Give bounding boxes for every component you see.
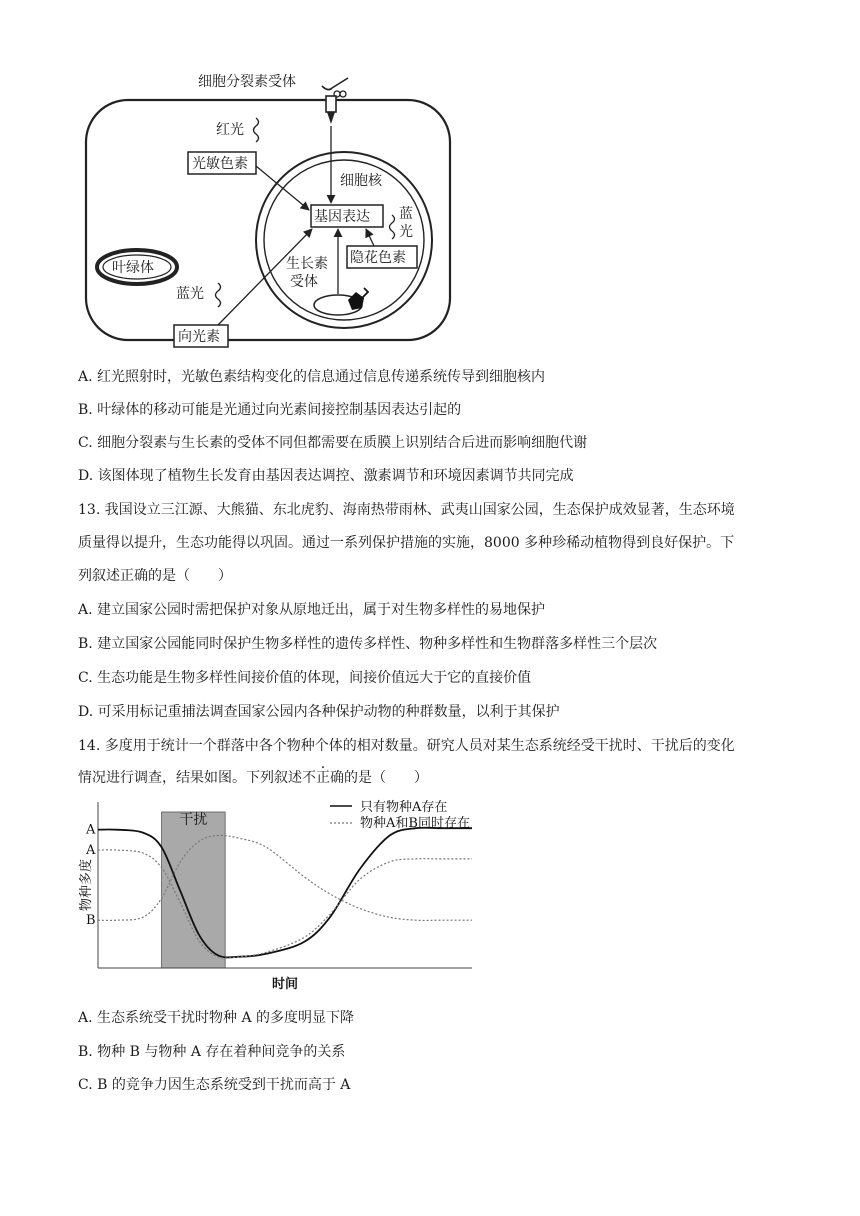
- y-axis-title-text: 物种多度: [79, 858, 94, 912]
- gene-expression-label: 基因表达: [314, 209, 370, 225]
- q13-stem-line-3: 列叙述正确的是（ ）: [78, 568, 232, 584]
- series-b-label: B: [86, 913, 96, 929]
- series-a-with-b-line: [98, 850, 472, 958]
- auxin-receptor-label-1: 生长素: [286, 256, 328, 272]
- disturbance-label: 干扰: [179, 812, 208, 828]
- legend-dotted-label: 物种A和B同时存在: [360, 816, 470, 831]
- q13-option-c: C. 生态功能是生物多样性间接价值的体现，间接价值远大于它的直接价值: [78, 670, 532, 686]
- q13-stem-line-1: 13. 我国设立三江源、大熊猫、东北虎豹、海南热带雨林、武夷山国家公园，生态保护成效显著，生态环境: [78, 502, 735, 518]
- blue-light-outer-label: 蓝光: [176, 286, 204, 302]
- series-a-alone-line: [98, 828, 472, 958]
- cell-diagram: [0, 0, 860, 360]
- disturbance-band: [162, 812, 226, 968]
- blue-light-inner-wave-icon: [390, 215, 395, 239]
- q14-option-b: B. 物种 B 与物种 A 存在着种间竞争的关系: [78, 1044, 346, 1060]
- q14-stem-line-2: [78, 768, 428, 788]
- q13-option-b: B. 建立国家公园能同时保护生物多样性的遗传多样性、物种多样性和生物群落多样性三个层次: [78, 636, 658, 652]
- q12-option-a: A. 红光照射时，光敏色素结构变化的信息通过信息传递系统传导到细胞核内: [78, 369, 546, 385]
- blue-light-outer-wave-icon: [216, 283, 221, 307]
- q14-stem-line-2-pre: 情况进行调查，结果如图。下列叙述: [78, 770, 302, 786]
- q13-option-a: A. 建立国家公园时需把保护对象从原地迁出，属于对生物多样性的易地保护: [78, 602, 546, 618]
- q14-stem-line-1: 14. 多度用于统计一个群落中各个物种个体的相对数量。研究人员对某生态系统经受干扰时、干扰后的变化: [78, 738, 735, 754]
- phototropin-label: 向光素: [178, 329, 220, 345]
- series-a-with-b-label: A: [86, 843, 96, 859]
- red-light-wave-icon: [254, 118, 259, 142]
- q12-option-d: D. 该图体现了植物生长发育由基因表达调控、激素调节和环境因素调节共同完成: [78, 468, 574, 484]
- arrow-cryptochrome-to-gene: [366, 229, 374, 246]
- q14-stem-line-2-post: 的是（ ）: [344, 770, 428, 786]
- q12-option-c: C. 细胞分裂素与生长素的受体不同但都需要在质膜上识别结合后进而影响细胞代谢: [78, 435, 588, 451]
- auxin-receptor-complex-icon: [348, 288, 368, 310]
- q13-stem-line-2: 质量得以提升，生态功能得以巩固。通过一系列保护措施的实施，8000 多种珍稀动植物得到良好保护。下: [78, 535, 735, 551]
- chloroplast-label: 叶绿体: [112, 260, 154, 276]
- q14-emphasis-not-correct: 不正确: [302, 770, 344, 786]
- nucleus-label: 细胞核: [340, 173, 382, 189]
- legend-solid-label: 只有物种A存在: [360, 800, 448, 815]
- q12-option-b: B. 叶绿体的移动可能是光通过向光素间接控制基因表达引起的: [78, 402, 462, 418]
- cell-boundary: [86, 100, 450, 340]
- phytochrome-label: 光敏色素: [192, 156, 248, 172]
- blue-light-inner-char1: 蓝: [399, 206, 413, 222]
- q13-option-d: D. 可采用标记重捕法调查国家公园内各种保护动物的种群数量，以利于其保护: [78, 704, 560, 720]
- q14-option-c: C. B 的竞争力因生态系统受到干扰而高于 A: [78, 1077, 351, 1093]
- series-b-with-a-line: [98, 835, 472, 920]
- red-light-label: 红光: [216, 122, 244, 138]
- cytokinin-receptor-label: 细胞分裂素受体: [198, 74, 296, 90]
- x-axis-title: 时间: [271, 977, 299, 992]
- series-a-alone-label: A: [86, 822, 96, 838]
- blue-light-inner-char2: 光: [399, 224, 413, 240]
- auxin-receptor-label-2: 受体: [290, 274, 318, 290]
- y-axis-title: [78, 859, 94, 911]
- cryptochrome-label: 隐花色素: [350, 250, 406, 266]
- abundance-chart: [0, 790, 860, 1000]
- q14-option-a: A. 生态系统受干扰时物种 A 的多度明显下降: [78, 1010, 355, 1026]
